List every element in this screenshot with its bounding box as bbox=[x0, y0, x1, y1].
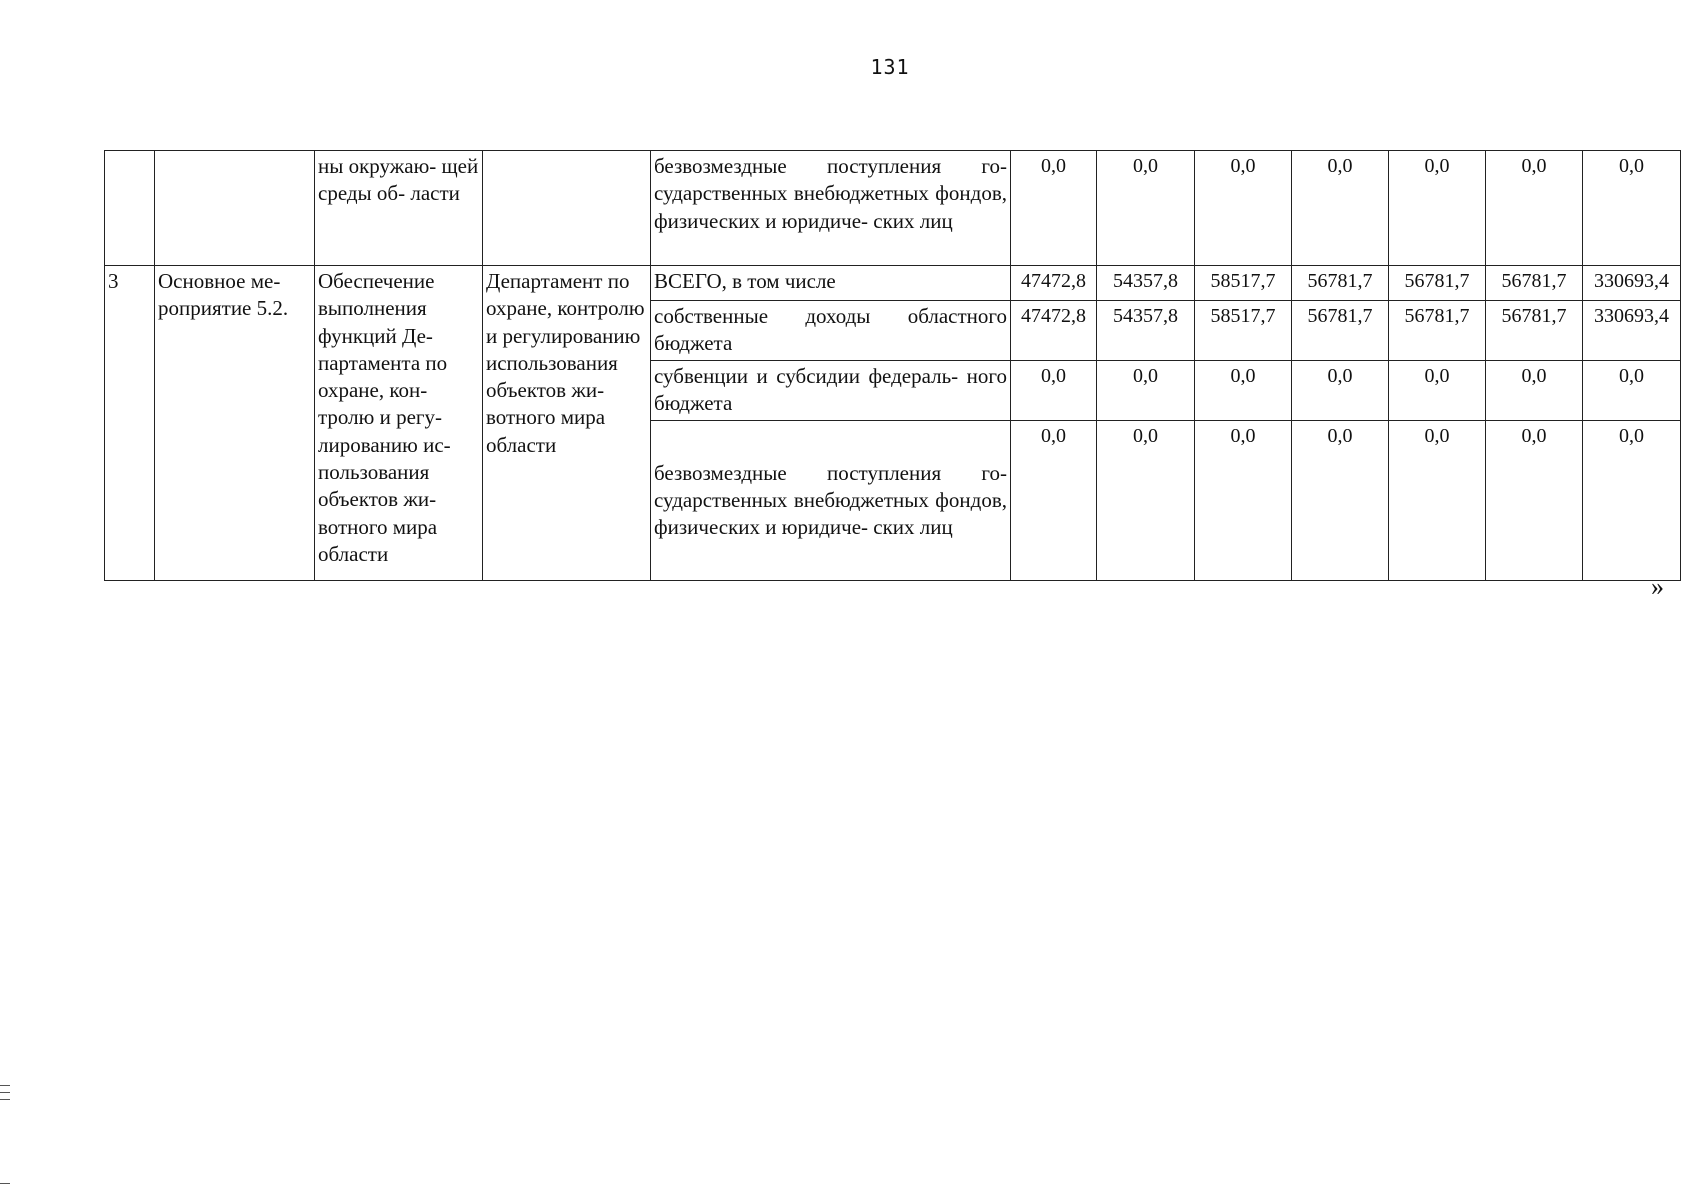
funding-source-cell: субвенции и субсидии федераль- ного бюджета bbox=[651, 361, 1011, 421]
value-cell: 0,0 bbox=[1486, 151, 1583, 266]
value-cell: 58517,7 bbox=[1195, 301, 1292, 361]
value-cell: 47472,8 bbox=[1011, 301, 1097, 361]
table-row bbox=[105, 151, 1681, 266]
value-cell: 58517,7 bbox=[1195, 266, 1292, 301]
value-cell: 0,0 bbox=[1292, 151, 1389, 266]
value-cell: 0,0 bbox=[1097, 421, 1195, 581]
total-value-cell: 330693,4 bbox=[1583, 266, 1681, 301]
value-cell: 0,0 bbox=[1389, 421, 1486, 581]
value-cell: 56781,7 bbox=[1486, 301, 1583, 361]
value-cell: 0,0 bbox=[1011, 151, 1097, 266]
value-cell: 0,0 bbox=[1486, 421, 1583, 581]
scan-edge-mark bbox=[0, 1183, 10, 1184]
scan-edge-mark bbox=[0, 1099, 10, 1100]
closing-quote: » bbox=[1651, 572, 1664, 601]
value-cell: 0,0 bbox=[1195, 151, 1292, 266]
total-value-cell: 330693,4 bbox=[1583, 301, 1681, 361]
description-cell: Обеспечение выполнения функций Де- партамента по охране, кон- тролю и регу- лированию ис- пользования объектов жи- вотного мира области bbox=[315, 266, 483, 581]
description-cell: ны окружаю- щей среды об- ласти bbox=[315, 151, 483, 266]
value-cell: 54357,8 bbox=[1097, 301, 1195, 361]
total-value-cell: 0,0 bbox=[1583, 361, 1681, 421]
row-index-cell: 3 bbox=[105, 266, 155, 581]
page-number: 131 bbox=[870, 55, 910, 79]
value-cell: 0,0 bbox=[1486, 361, 1583, 421]
value-cell: 0,0 bbox=[1195, 361, 1292, 421]
activity-cell: Основное ме- роприятие 5.2. bbox=[155, 266, 315, 581]
table-row bbox=[105, 266, 1681, 301]
total-value-cell: 0,0 bbox=[1583, 151, 1681, 266]
row-index-cell bbox=[105, 151, 155, 266]
value-cell: 0,0 bbox=[1097, 361, 1195, 421]
value-cell: 0,0 bbox=[1389, 151, 1486, 266]
executor-cell: Департамент по охране, контролю и регулированию использования объектов жи- вотного мира области bbox=[483, 266, 651, 581]
value-cell: 54357,8 bbox=[1097, 266, 1195, 301]
value-cell: 0,0 bbox=[1097, 151, 1195, 266]
value-cell: 56781,7 bbox=[1486, 266, 1583, 301]
value-cell: 56781,7 bbox=[1292, 266, 1389, 301]
value-cell: 0,0 bbox=[1011, 361, 1097, 421]
value-cell: 0,0 bbox=[1389, 361, 1486, 421]
value-cell: 56781,7 bbox=[1389, 301, 1486, 361]
executor-cell bbox=[483, 151, 651, 266]
value-cell: 0,0 bbox=[1292, 421, 1389, 581]
value-cell: 56781,7 bbox=[1389, 266, 1486, 301]
total-value-cell: 0,0 bbox=[1583, 421, 1681, 581]
funding-source-cell: собственные доходы областного бюджета bbox=[651, 301, 1011, 361]
funding-source-cell: безвозмездные поступления го- сударственных внебюджетных фондов, физических и юридиче- ских лиц bbox=[651, 421, 1011, 581]
funding-source-cell: ВСЕГО, в том числе bbox=[651, 266, 1011, 301]
activity-cell bbox=[155, 151, 315, 266]
value-cell: 0,0 bbox=[1292, 361, 1389, 421]
scan-edge-mark bbox=[0, 1092, 10, 1093]
value-cell: 56781,7 bbox=[1292, 301, 1389, 361]
value-cell: 47472,8 bbox=[1011, 266, 1097, 301]
value-cell: 0,0 bbox=[1011, 421, 1097, 581]
value-cell: 0,0 bbox=[1195, 421, 1292, 581]
scan-edge-mark bbox=[0, 1085, 10, 1086]
budget-table bbox=[104, 150, 1681, 581]
funding-source-cell: безвозмездные поступления го- сударственных внебюджетных фондов, физических и юридиче- ских лиц bbox=[651, 151, 1011, 266]
